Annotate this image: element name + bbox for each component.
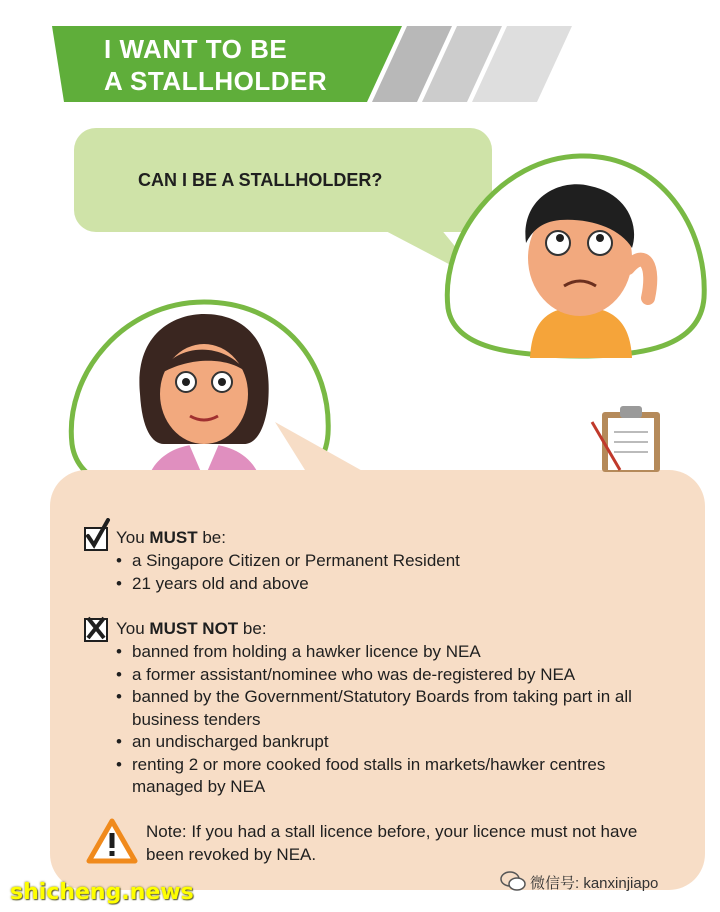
must-not-list <box>116 641 676 799</box>
boy-illustration <box>440 148 710 360</box>
list-item: • a former assistant/nominee who was de-registered by NEA <box>116 664 676 687</box>
list-item: • 21 years old and above <box>116 573 676 596</box>
list-item: • banned from holding a hawker licence by NEA <box>116 641 676 664</box>
list-item: • banned by the Government/Statutory Boards from taking part in all business tenders <box>116 686 676 731</box>
must-not-emphasis: MUST NOT <box>149 619 239 638</box>
cross-icon <box>82 612 110 642</box>
watermark-right: 微信号: kanxinjiapo <box>530 875 659 892</box>
must-emphasis: MUST <box>149 528 198 547</box>
question-text: CAN I BE A STALLHOLDER? <box>138 170 383 190</box>
list-item: • a Singapore Citizen or Permanent Resident <box>116 550 676 573</box>
title-line-2: A STALLHOLDER <box>104 66 328 96</box>
must-list <box>116 550 676 595</box>
must-not-heading <box>116 619 267 639</box>
answer-bubble-tail <box>270 420 380 480</box>
clipboard-icon <box>590 402 670 474</box>
must-suffix: be: <box>197 528 226 547</box>
must-not-suffix: be: <box>238 619 267 638</box>
list-item: • renting 2 or more cooked food stalls in markets/hawker centres managed by NEA <box>116 754 676 799</box>
warning-icon <box>86 818 138 864</box>
must-not-prefix: You <box>116 619 150 638</box>
note-text: Note: If you had a stall licence before, your licence must not have been revoked by NEA. <box>146 822 638 864</box>
wechat-icon <box>500 870 526 892</box>
must-heading <box>116 528 226 548</box>
check-icon <box>82 518 112 550</box>
title-line-1: I WANT TO BE <box>104 34 288 64</box>
page-title <box>104 33 327 97</box>
list-item: • an undischarged bankrupt <box>116 731 676 754</box>
watermark-left: shicheng.news <box>10 880 194 905</box>
must-prefix: You <box>116 528 150 547</box>
